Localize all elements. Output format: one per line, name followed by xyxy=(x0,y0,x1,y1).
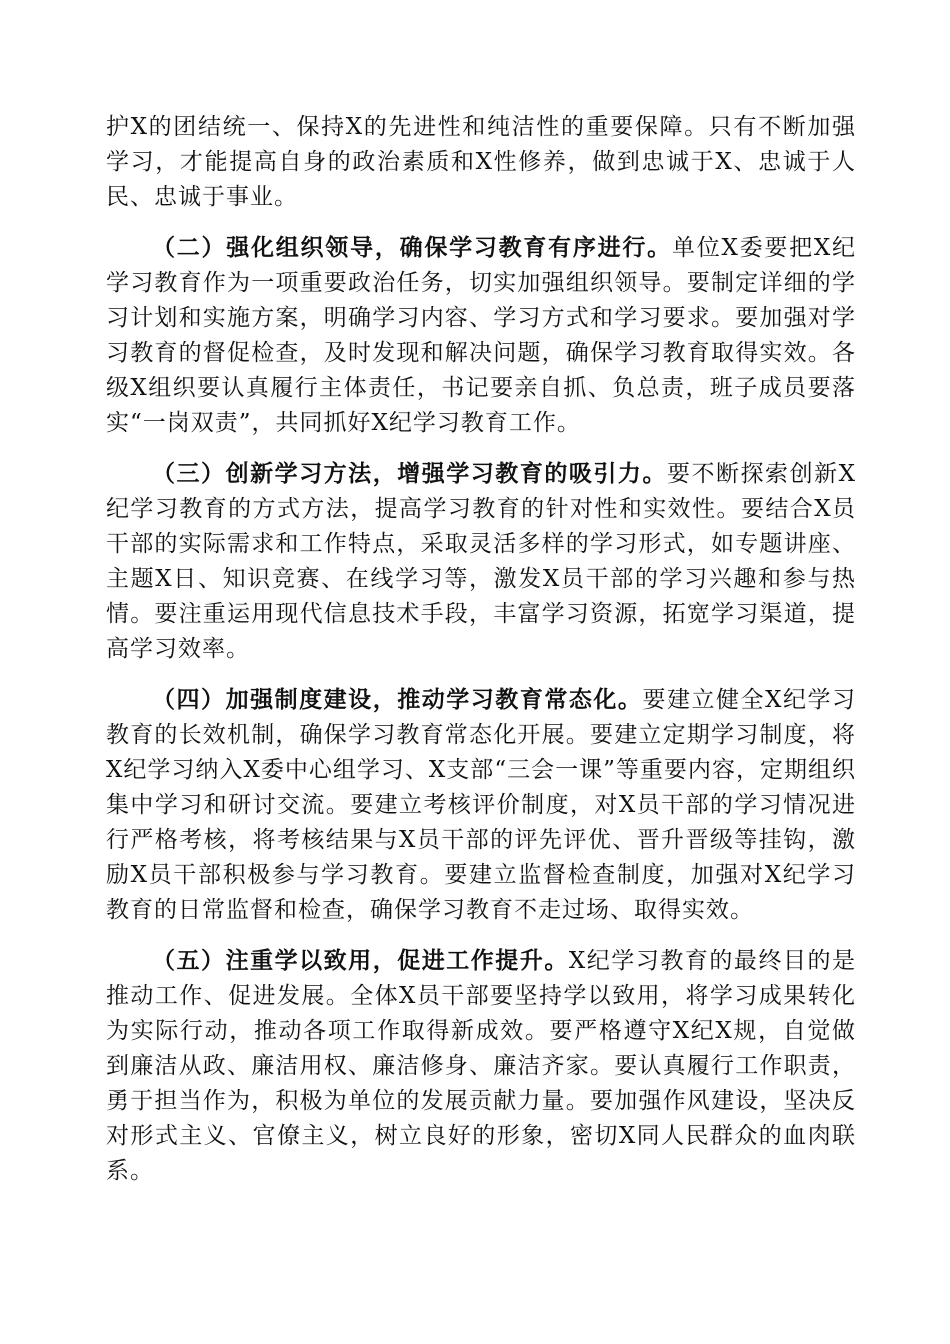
paragraph-body: 护X的团结统一、保持X的先进性和纯洁性的重要保障。只有不断加强学习，才能提高自身的政治素质和X性修养，做到忠诚于X、忠诚于人民、忠诚于事业。 xyxy=(106,114,856,210)
section-heading: （四）加强制度建设，推动学习教育常态化。 xyxy=(152,687,643,713)
section-heading: （二）强化组织领导，确保学习教育有序进行。 xyxy=(152,235,672,261)
paragraph-section-5 xyxy=(106,944,856,1189)
paragraph-section-2 xyxy=(106,231,856,441)
paragraph-continuation xyxy=(106,110,856,215)
section-heading: （五）注重学以致用，促进工作提升。 xyxy=(152,948,569,974)
paragraph-body: X纪学习教育的最终目的是推动工作、促进发展。全体X员干部要坚持学以致用，将学习成果转化为实际行动，推动各项工作取得新成效。要严格遵守X纪X规，自觉做到廉洁从政、廉洁用权、廉洁修身、廉洁齐家。要认真履行工作职责，勇于担当作为，积极为单位的发展贡献力量。要加强作风建设，坚决反对形式主义、官僚主义，树立良好的形象，密切X同人民群众的血肉联系。 xyxy=(106,948,857,1184)
document-page xyxy=(106,110,856,1205)
paragraph-section-4 xyxy=(106,683,856,928)
paragraph-body: 要不断探索创新X纪学习教育的方式方法，提高学习教育的针对性和实效性。要结合X员干部的实际需求和工作特点，采取灵活多样的学习形式，如专题讲座、主题X日、知识竞赛、在线学习等，激发X员干部的学习兴趣和参与热情。要注重运用现代信息技术手段，丰富学习资源，拓宽学习渠道，提高学习效率。 xyxy=(106,461,856,662)
paragraph-body: 单位X委要把X纪学习教育作为一项重要政治任务，切实加强组织领导。要制定详细的学习计划和实施方案，明确学习内容、学习方式和学习要求。要加强对学习教育的督促检查，及时发现和解决问题，确保学习教育取得实效。各级X组织要认真履行主体责任，书记要亲自抓、负总责，班子成员要落实“一岗双责”，共同抓好X纪学习教育工作。 xyxy=(106,235,856,436)
paragraph-section-3 xyxy=(106,457,856,667)
paragraph-body: 要建立健全X纪学习教育的长效机制，确保学习教育常态化开展。要建立定期学习制度，将X纪学习纳入X委中心组学习、X支部“三会一课”等重要内容，定期组织集中学习和研讨交流。要建立考核评价制度，对X员干部的学习情况进行严格考核，将考核结果与X员干部的评先评优、晋升晋级等挂钩，激励X员干部积极参与学习教育。要建立监督检查制度，加强对X纪学习教育的日常监督和检查，确保学习教育不走过场、取得实效。 xyxy=(106,687,857,923)
section-heading: （三）创新学习方法，增强学习教育的吸引力。 xyxy=(152,461,667,487)
